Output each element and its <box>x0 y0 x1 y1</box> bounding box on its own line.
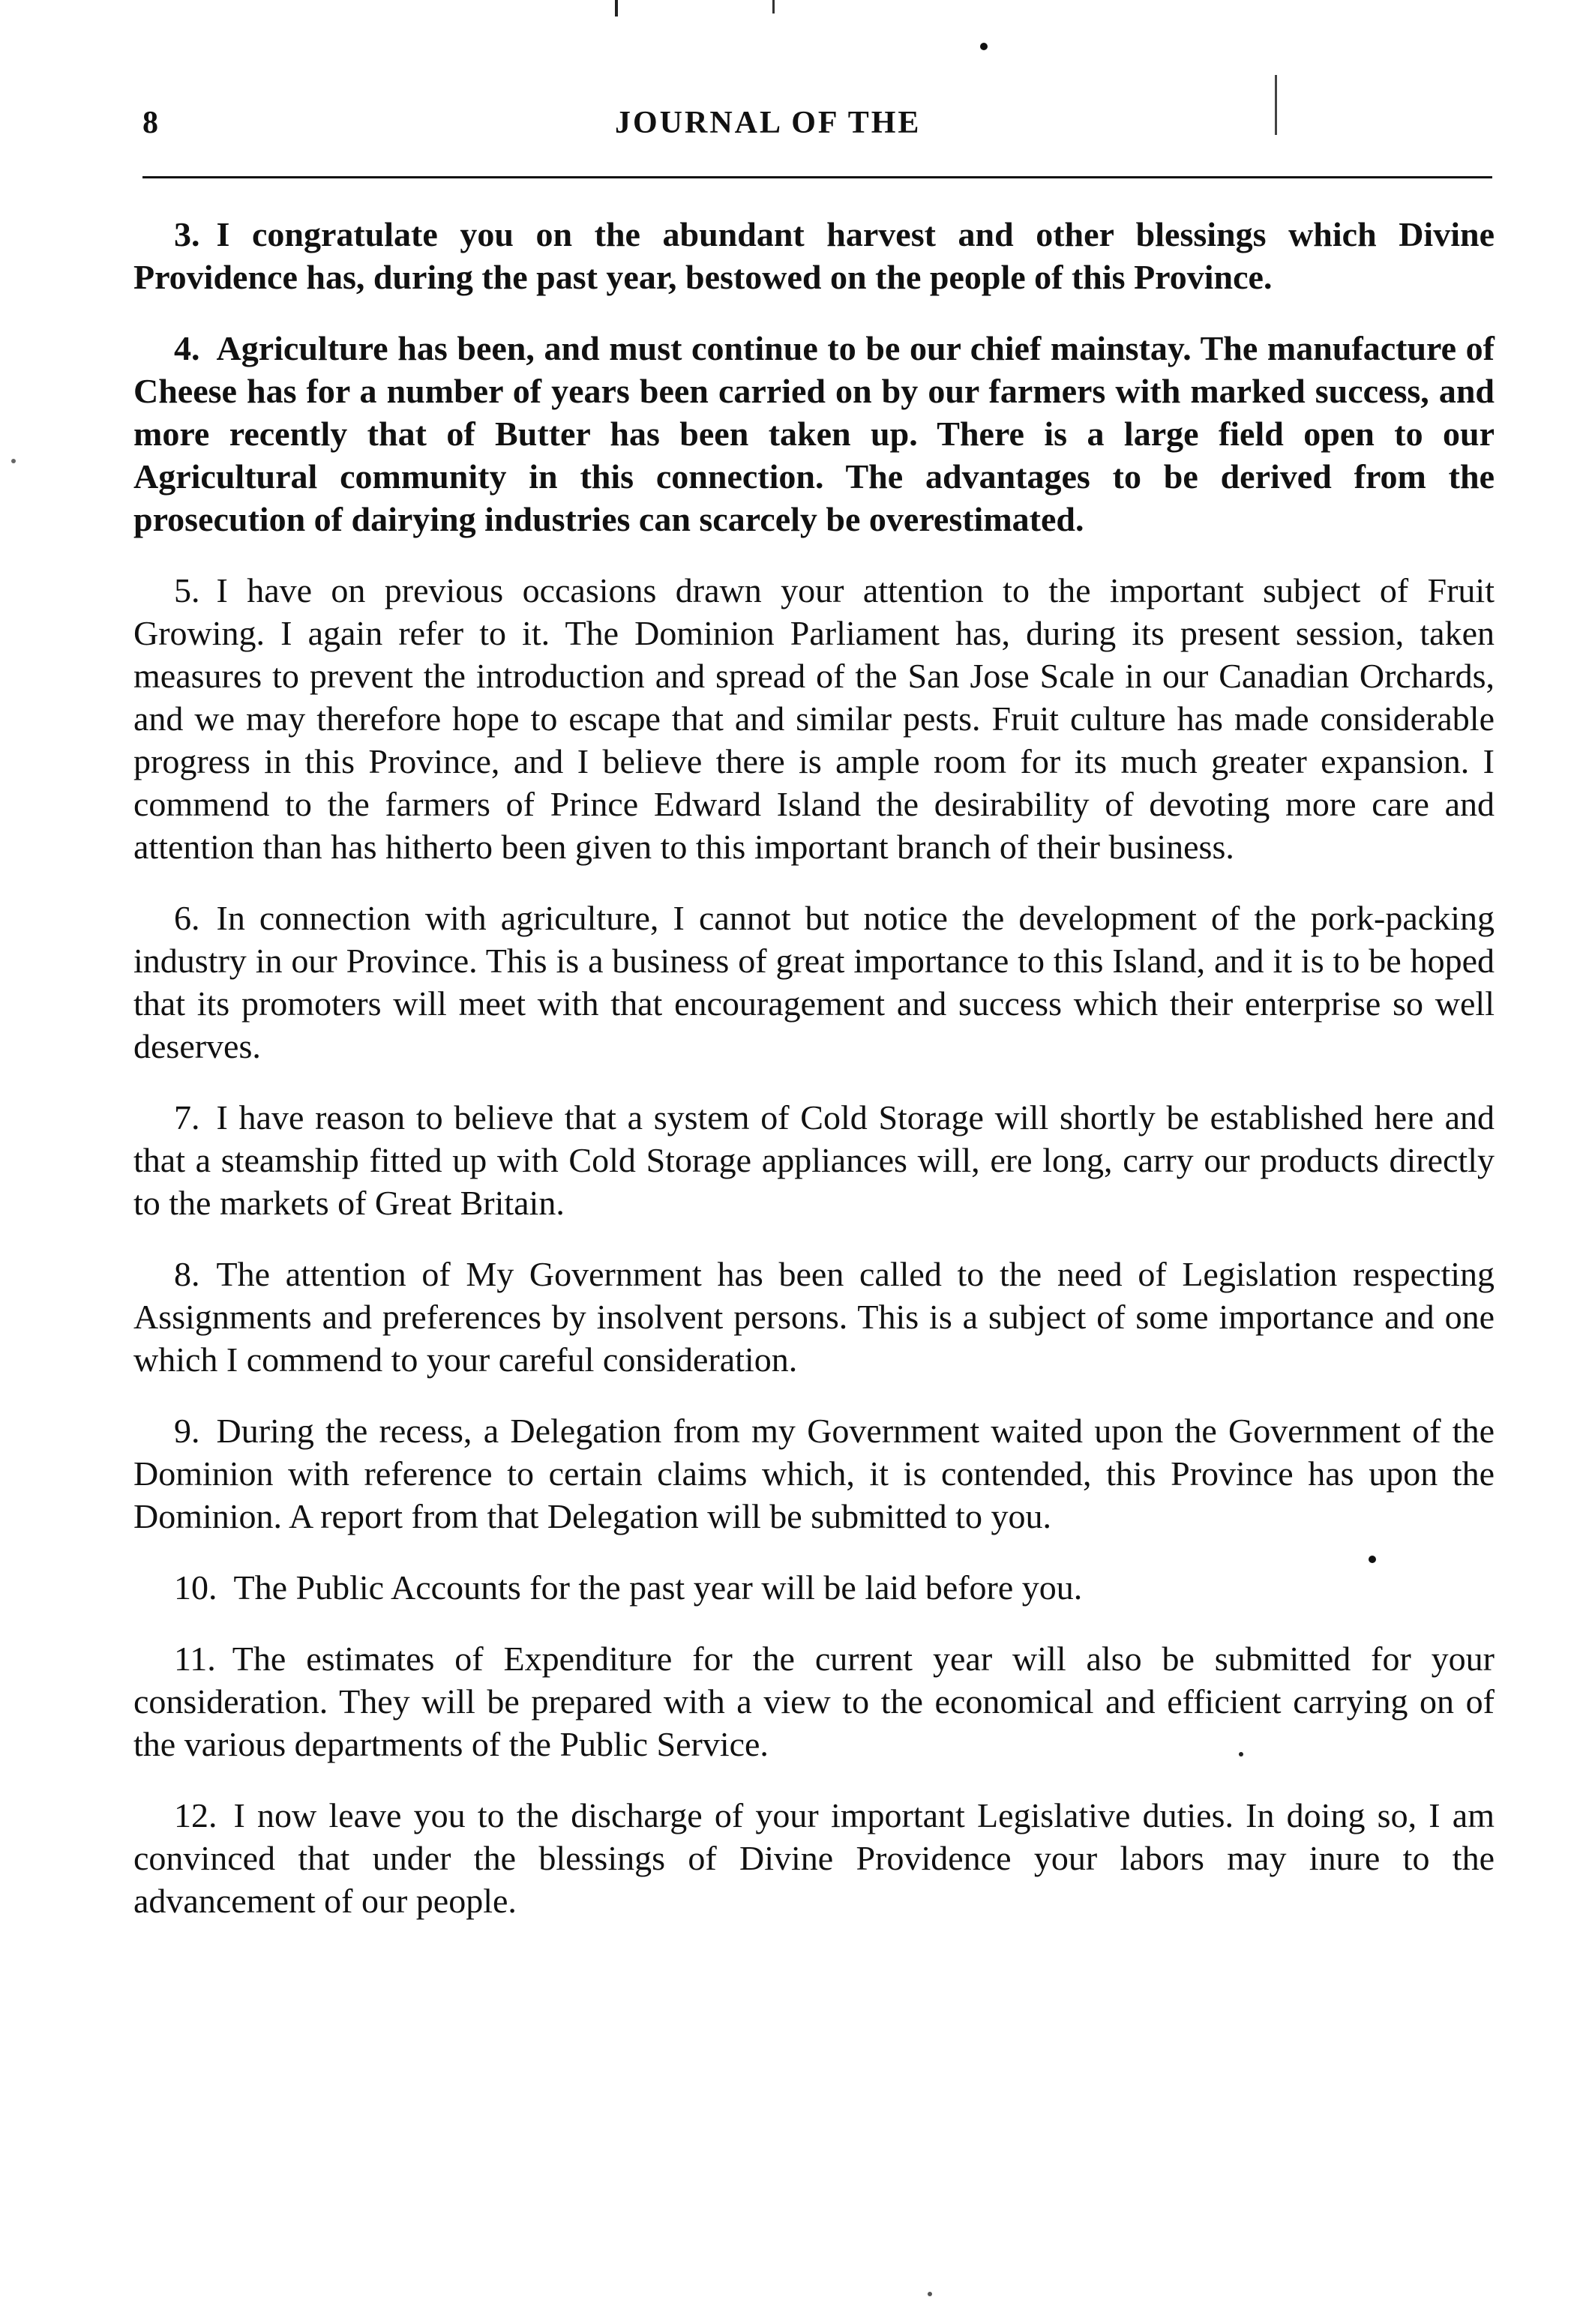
paragraph-10 <box>133 1566 1495 1609</box>
running-title: JOURNAL OF THE <box>615 106 922 140</box>
paragraph-number: 3. <box>174 215 200 253</box>
paragraph-text: I have on previous occasions drawn your attention to the important subject of Fruit Growing. I again refer to it. The Dominion Parliament has, during its present session, taken measures to prevent the introduction and spread of the San Jose Scale in our Canadian Orchards, and we may therefore hope to escape that and similar pests. Fruit culture has made considerable progress in this Province, and I believe there is ample room for its much greater expansion. I commend to the farmers of Prince Edward Island the desirability of devoting more care and attention than has hitherto been given to this important branch of their business. <box>133 571 1495 866</box>
paragraph-11 <box>133 1637 1495 1765</box>
paragraph-text: In connection with agriculture, I cannot but notice the development of the pork-packing industry in our Province. This is a business of great importance to this Island, and it is to be hoped that its promoters will meet with that encouragement and success which their enterprise so well deserves. <box>133 899 1495 1065</box>
paragraph-5 <box>133 569 1495 868</box>
scan-speck <box>980 43 988 50</box>
paragraph-4 <box>133 327 1495 541</box>
paragraph-3 <box>133 213 1495 298</box>
paragraph-6 <box>133 897 1495 1068</box>
paragraph-text: I congratulate you on the abundant harvest and other blessings which Divine Providence has, during the past year, bestowed on the people of this Province. <box>133 215 1495 296</box>
paragraph-number: 7. <box>174 1098 200 1137</box>
page-number: 8 <box>142 106 158 140</box>
page-header <box>142 97 1492 157</box>
scan-mark-top <box>772 0 775 13</box>
scan-speck <box>11 459 16 463</box>
paragraph-text: During the recess, a Delegation from my Government waited upon the Government of the Dominion with reference to certain claims which, it is contended, this Province has upon the Dominion. A report from that Delegation will be submitted to you. <box>133 1412 1495 1535</box>
paragraph-text: The estimates of Expenditure for the current year will also be submitted for your consideration. They will be prepared with a view to the economical and efficient carrying on of the various departments of the Public Service. <box>133 1640 1495 1763</box>
paragraph-number: 9. <box>174 1412 200 1450</box>
scan-speck <box>928 2292 932 2296</box>
paragraph-text: Agriculture has been, and must continue to be our chief mainstay. The manufacture of Cheese has for a number of years been carried on by our farmers with marked success, and more recently that of Butter has been taken up. There is a large field open to our Agricultural community in this connection. The advantages to be derived from the prosecution of dairying industries can scarcely be overestimated. <box>133 329 1495 538</box>
paragraph-number: 12. <box>174 1796 217 1834</box>
paragraph-number: 10. <box>174 1568 217 1607</box>
paragraph-9 <box>133 1409 1495 1538</box>
paragraph-number: 4. <box>174 329 200 367</box>
body-text <box>133 213 1495 1951</box>
paragraph-number: 5. <box>174 571 200 609</box>
paragraph-text: I now leave you to the discharge of your important Legislative duties. In doing so, I am convinced that under the blessings of Divine Providence your labors may inure to the advancement of our people. <box>133 1796 1495 1920</box>
paragraph-number: 6. <box>174 899 200 937</box>
paragraph-number: 11. <box>174 1640 216 1678</box>
paragraph-number: 8. <box>174 1255 200 1293</box>
header-rule <box>142 176 1492 178</box>
paragraph-8 <box>133 1253 1495 1381</box>
paragraph-text: The attention of My Government has been called to the need of Legislation respecting Assignments and preferences by insolvent persons. This is a subject of some importance and one which I commend to your careful consideration. <box>133 1255 1495 1379</box>
paragraph-7 <box>133 1096 1495 1224</box>
scan-mark-top <box>615 0 618 16</box>
paragraph-text: The Public Accounts for the past year will be laid before you. <box>233 1568 1083 1607</box>
paragraph-text: I have reason to believe that a system of Cold Storage will shortly be established here and that a steamship fitted up with Cold Storage appliances will, ere long, carry our products directly to the markets of Great Britain. <box>133 1098 1495 1222</box>
paragraph-12 <box>133 1794 1495 1922</box>
